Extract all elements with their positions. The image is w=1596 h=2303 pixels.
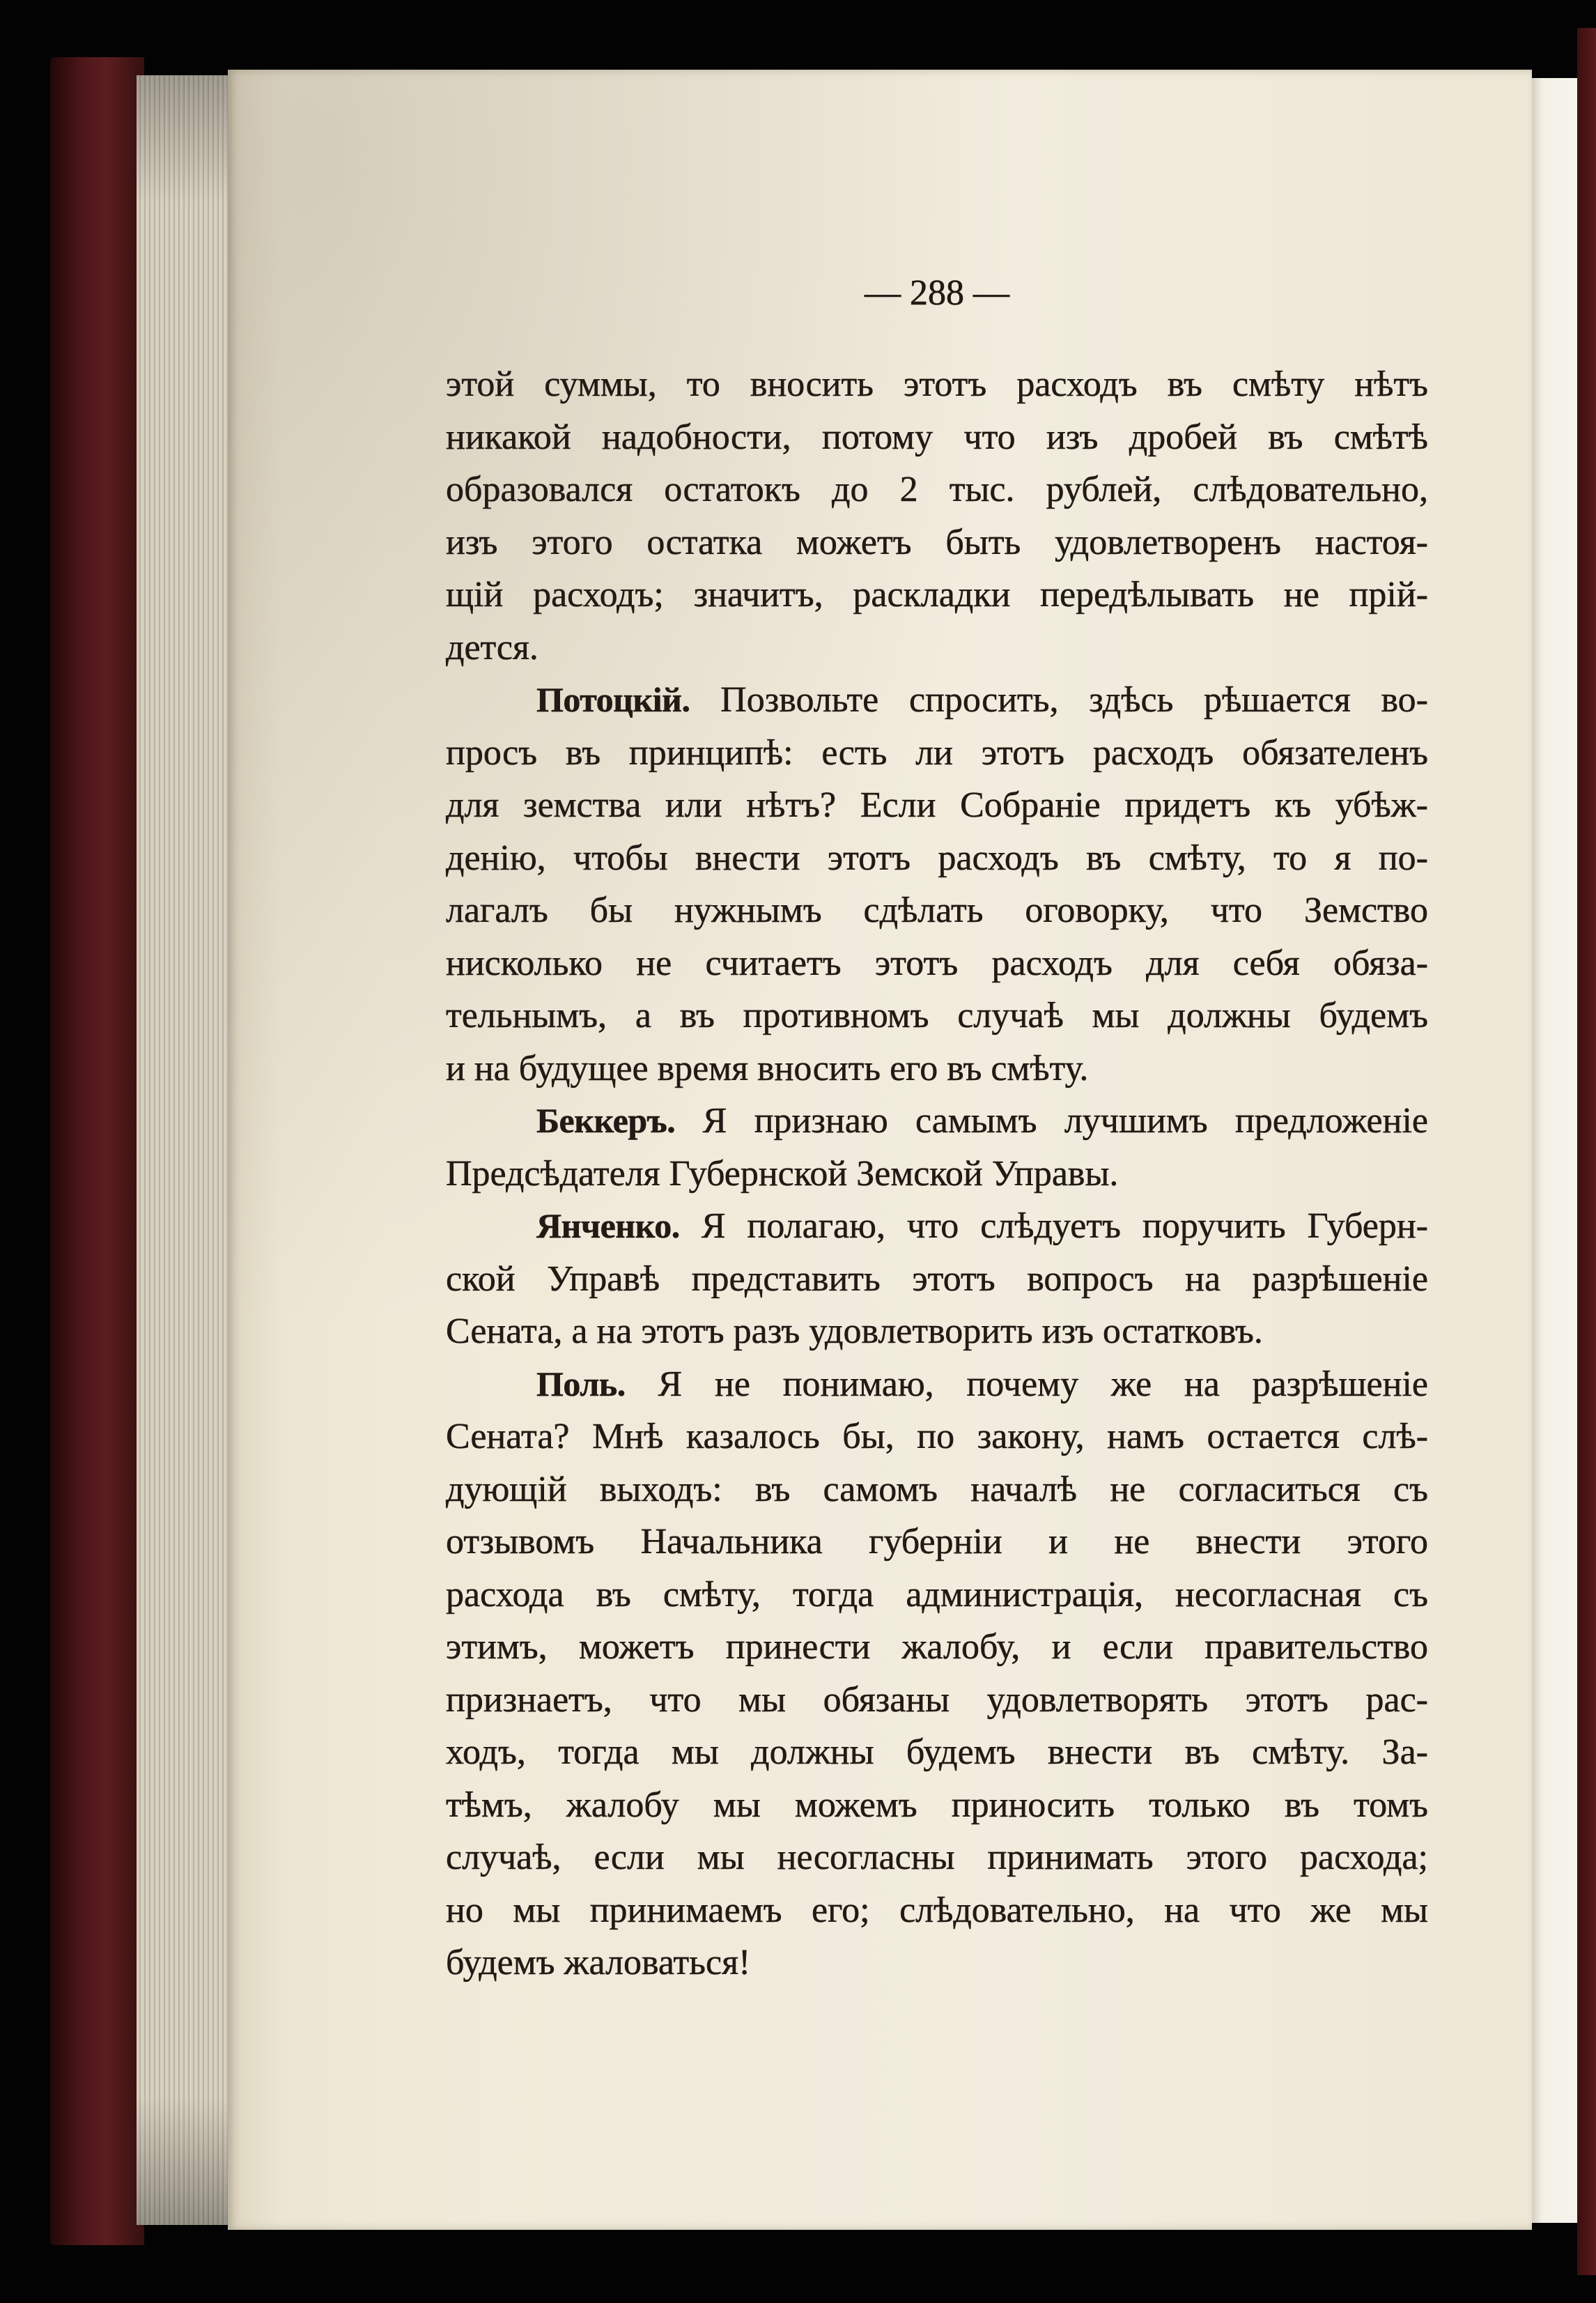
- text-line: признаетъ, что мы обязаны удовлетворять этотъ рас-: [446, 1679, 1428, 1720]
- text-line: расхода въ смѣту, тогда администрація, несогласная съ: [446, 1574, 1428, 1615]
- text-line: [446, 1095, 1428, 1148]
- text-line: и на будущее время вносить его въ смѣту.: [446, 1048, 1089, 1088]
- text-line: Предсѣдателя Губернской Земской Управы.: [446, 1153, 1119, 1194]
- text-line: этимъ, можетъ принести жалобу, и если правительство: [446, 1627, 1428, 1667]
- text-line: отзывомъ Начальника губерніи и не внести этого: [446, 1522, 1428, 1562]
- page-edges: [137, 75, 234, 2225]
- book-page: [228, 70, 1532, 2230]
- facing-page-edge: [1530, 78, 1580, 2223]
- line-text: Позвольте спросить, здѣсь рѣшается во-: [720, 680, 1428, 720]
- line-text: Я полагаю, что слѣдуетъ поручить Губерн-: [701, 1206, 1428, 1246]
- line-text: Я признаю самымъ лучшимъ предложеніе: [702, 1101, 1428, 1141]
- text-line: Сената, а на этотъ разъ удовлетворить изъ остатковъ.: [446, 1311, 1263, 1351]
- text-line: ской Управѣ представить этотъ вопросъ на разрѣшеніе: [446, 1258, 1428, 1299]
- text-line: ходъ, тогда мы должны будемъ внести въ смѣту. За-: [446, 1732, 1428, 1772]
- page-text: [446, 358, 1428, 1989]
- page-number: — 288 —: [865, 273, 1009, 313]
- text-line: этой суммы, то вносить этотъ расходъ въ смѣту нѣтъ: [446, 364, 1428, 404]
- text-line: для земства или нѣтъ? Если Собраніе придетъ къ убѣж-: [446, 785, 1428, 825]
- text-line: денію, чтобы внести этотъ расходъ въ смѣту, то я по-: [446, 838, 1428, 878]
- speaker-name: Потоцкій.: [536, 680, 690, 719]
- text-line: лагалъ бы нужнымъ сдѣлать оговорку, что Земство: [446, 891, 1428, 930]
- text-line: случаѣ, если мы несогласны принимать этого расхода;: [446, 1838, 1428, 1877]
- text-line: дующій выходъ: въ самомъ началѣ не согласиться съ: [446, 1469, 1428, 1509]
- speaker-name: Янченко.: [536, 1206, 680, 1245]
- text-line: [446, 1358, 1428, 1411]
- speaker-name: Поль.: [536, 1364, 626, 1403]
- book-cover-right: [1577, 28, 1596, 2275]
- text-line: щій расходъ; значитъ, раскладки передѣлывать не прій-: [446, 575, 1428, 615]
- text-line: тельнымъ, а въ противномъ случаѣ мы должны будемъ: [446, 996, 1428, 1035]
- line-text: Я не понимаю, почему же на разрѣшеніе: [658, 1364, 1428, 1404]
- text-line: будемъ жаловаться!: [446, 1943, 751, 1982]
- speaker-name: Беккеръ.: [536, 1101, 676, 1140]
- text-line: нисколько не считаетъ этотъ расходъ для себя обяза-: [446, 943, 1428, 983]
- text-line: дется.: [446, 627, 539, 668]
- text-line: просъ въ принципѣ: есть ли этотъ расходъ обязателенъ: [446, 732, 1428, 773]
- text-line: [446, 1200, 1428, 1253]
- text-line: но мы принимаемъ его; слѣдовательно, на что же мы: [446, 1890, 1428, 1930]
- text-line: [446, 674, 1428, 727]
- text-line: никакой надобности, потому что изъ дробей въ смѣтѣ: [446, 417, 1428, 457]
- book-cover-left: [50, 57, 144, 2245]
- text-line: тѣмъ, жалобу мы можемъ приносить только въ томъ: [446, 1785, 1428, 1825]
- text-line: образовался остатокъ до 2 тыс. рублей, слѣдовательно,: [446, 470, 1428, 509]
- text-line: Сената? Мнѣ казалось бы, по закону, намъ остается слѣ-: [446, 1417, 1428, 1456]
- text-line: изъ этого остатка можетъ быть удовлетворенъ настоя-: [446, 522, 1428, 562]
